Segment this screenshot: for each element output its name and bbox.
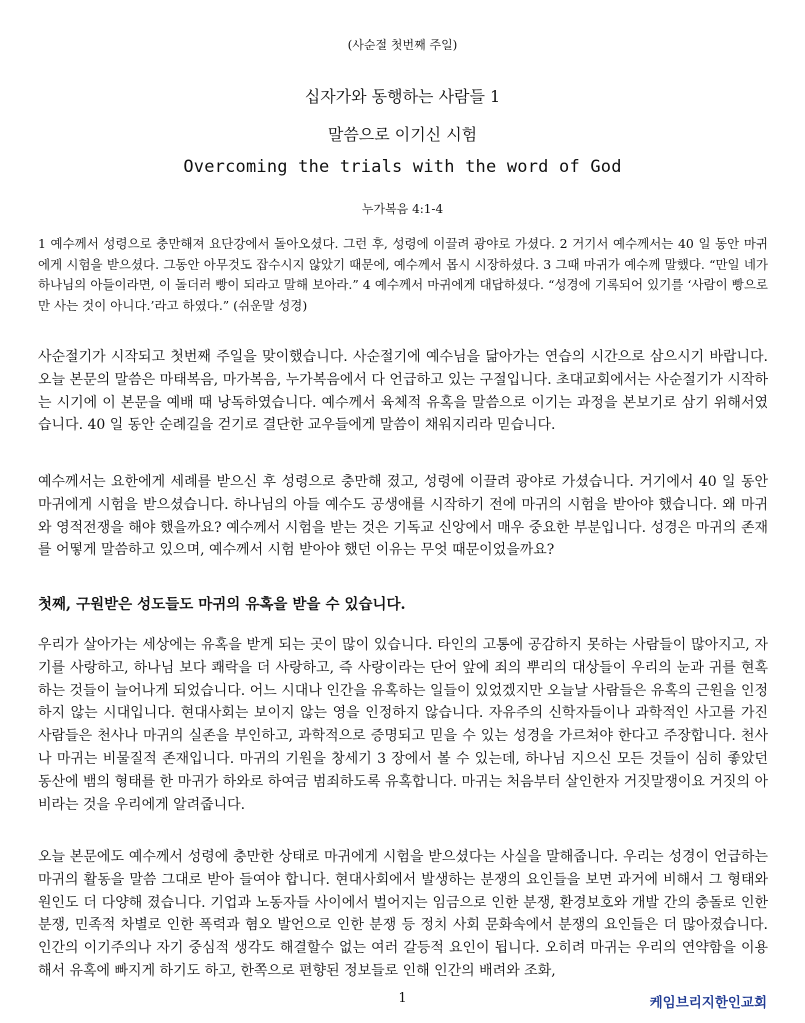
section-heading: 첫째, 구원받은 성도들도 마귀의 유혹을 받을 수 있습니다.: [38, 596, 406, 613]
scripture-passage: 1 예수께서 성령으로 충만해져 요단강에서 돌아오셨다. 그런 후, 성령에 이끌려 광야로 가셨다. 2 거기서 예수께서는 40 일 동안 마귀에게 시험을 받으셨다. 그동안 아무것도 잡수시지 않았기 때문에, 예수께서 몹시 시장하셨다. 3 그때 마귀가 예수께 말했다. “만일 네가 하나님의 아들이라면, 이 돌더러 빵이 되라고 말해 보아라.” 4 예수께서 마귀에게 대답하셨다. “성경에 기록되어 있기를 ‘사람이 빵으로만 사는 것이 아니다.’라고 하였다.” (쉬운말 성경): [38, 236, 768, 313]
body-paragraph: 예수께서는 요한에게 세례를 받으신 후 성령으로 충만해 졌고, 성령에 이끌려 광야로 가셨습니다. 거기에서 40 일 동안 마귀에게 시험을 받으셨습니다. 하나님의 아들 예수도 공생애를 시작하기 전에 마귀의 시험을 받아야 했습니다. 왜 마귀와 영적전쟁을 해야 했을까요? 예수께서 시험을 받는 것은 기독교 신앙에서 매우 중요한 부분입니다. 성경은 마귀의 존재를 어떻게 말씀하고 있으며, 예수께서 시험 받아야 했던 이유는 무엇 때문이었을까요?: [38, 474, 768, 559]
scripture-reference: 누가복음 4:1-4: [361, 202, 444, 216]
body-paragraph: 우리가 살아가는 세상에는 유혹을 받게 되는 곳이 많이 있습니다. 타인의 고통에 공감하지 못하는 사람들이 많아지고, 자기를 사랑하고, 하나님 보다 쾌락을 더 사랑하고, 즉 사랑이라는 단어 앞에 죄의 뿌리의 대상들이 우리의 눈과 귀를 현혹하는 것들이 늘어나게 되었습니다. 어느 시대나 인간을 유혹하는 일들이 있었겠지만 오늘날 사람들은 유혹의 근원을 인정하지 않는 시대입니다. 현대사회는 보이지 않는 영을 인정하지 않습니다. 자유주의 신학자들이나 과학적인 사고를 가진 사람들은 천사나 마귀의 실존을 부인하고, 과학적으로 증명되고 믿을 수 있는 성경을 가르쳐야 한다고 주장합니다. 천사나 마귀는 비물질적 존재입니다. 마귀의 기원을 창세기 3 장에서 볼 수 있는데, 하나님 지으신 모든 것들이 심히 좋았던 동산에 뱀의 형태를 한 마귀가 하와로 하여금 범죄하도록 유혹합니다. 마귀는 처음부터 살인한자 거짓말쟁이요 거짓의 아비라는 것을 우리에게 알려줍니다.: [38, 637, 768, 813]
page-number: 1: [398, 991, 407, 1006]
church-name: 케임브리지한인교회: [649, 995, 767, 1011]
sermon-series-title: 십자가와 동행하는 사람들 1: [304, 87, 501, 106]
body-paragraph: 사순절기가 시작되고 첫번째 주일을 맞이했습니다. 사순절기에 예수님을 닮아가는 연습의 시간으로 삼으시기 바랍니다. 오늘 본문의 말씀은 마태복음, 마가복음, 누가복음에서 다 언급하고 있는 구절입니다. 초대교회에서는 사순절기가 시작하는 시기에 이 본문을 예배 때 낭독하였습니다. 예수께서 육체적 유혹을 말씀으로 이기는 과정을 본보기로 삼기 위해서였습니다. 40 일 동안 순례길을 걷기로 결단한 교우들에게 말씀이 채워지리라 믿습니다.: [38, 349, 768, 434]
sermon-title-english: Overcoming the trials with the word of God: [183, 157, 622, 177]
sunday-label: (사순절 첫번째 주일): [347, 38, 458, 52]
sermon-title: 말씀으로 이기신 시험: [327, 125, 478, 144]
body-paragraph: 오늘 본문에도 예수께서 성령에 충만한 상태로 마귀에게 시험을 받으셨다는 사실을 말해줍니다. 우리는 성경이 언급하는 마귀의 활동을 말씀 그대로 받아 들여야 합니다. 현대사회에서 발생하는 분쟁의 요인들을 보면 과거에 비해서 그 형태와 원인도 더 다양해 졌습니다. 기업과 노동자들 사이에서 벌어지는 임금으로 인한 분쟁, 환경보호와 개발 간의 충돌로 인한 분쟁, 민족적 차별로 인한 폭력과 혐오 발언으로 인한 분쟁 등 정치 사회 문화속에서 분쟁의 요인들은 더 많아졌습니다. 인간의 이기주의나 자기 중심적 생각도 해결할수 없는 여러 갈등적 요인이 됩니다. 오히려 마귀는 우리의 연약함을 이용해서 유혹에 빠지게 하기도 하고, 한쪽으로 편향된 정보들로 인해 인간의 배려와 조화,: [38, 849, 768, 979]
